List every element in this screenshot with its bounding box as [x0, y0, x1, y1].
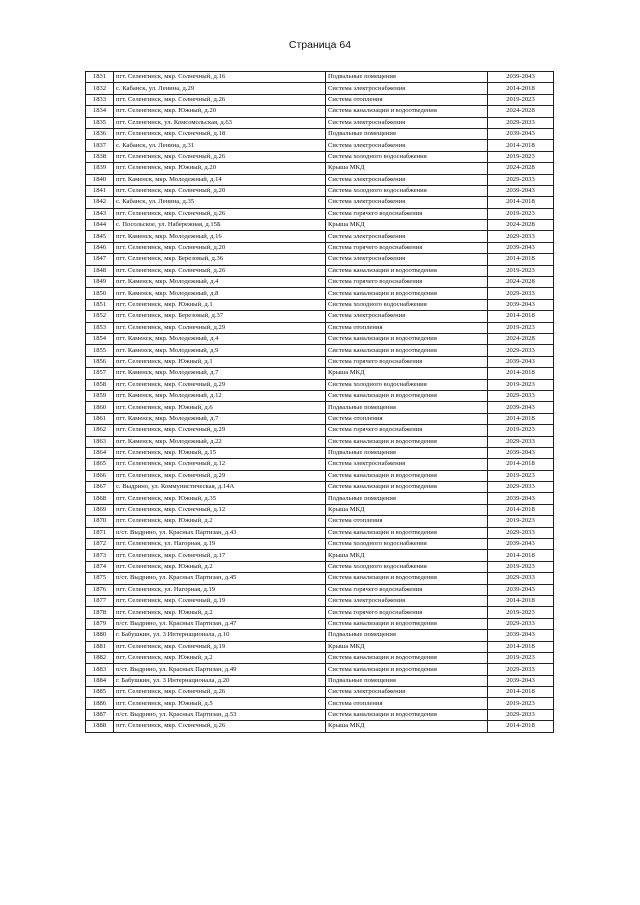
- period-cell: 2014-2018: [488, 459, 554, 470]
- address-cell: п/ст. Выдрино, ул. Красных Партизан, д.45: [114, 573, 326, 584]
- table-row: [86, 94, 554, 105]
- work-type-cell: Система канализации и водоотведения: [326, 482, 488, 493]
- work-type-cell: Крыша МКД: [326, 550, 488, 561]
- table-row: [86, 641, 554, 652]
- row-number: 1865: [86, 459, 114, 470]
- period-cell: 2014-2018: [488, 254, 554, 265]
- work-type-cell: Система горячего водоснабжения: [326, 242, 488, 253]
- period-cell: 2024-2028: [488, 333, 554, 344]
- row-number: 1849: [86, 277, 114, 288]
- row-number: 1884: [86, 675, 114, 686]
- page-number-header: Страница 64: [288, 39, 352, 51]
- address-cell: пгт. Селенгинск, мкр. Южный, д.1: [114, 356, 326, 367]
- row-number: 1835: [86, 117, 114, 128]
- table-row: [86, 721, 554, 732]
- table-row: [86, 709, 554, 720]
- row-number: 1854: [86, 333, 114, 344]
- table-row: [86, 277, 554, 288]
- period-cell: 2039-2043: [488, 675, 554, 686]
- work-type-cell: Система электроснабжения: [326, 140, 488, 151]
- table-row: [86, 402, 554, 413]
- period-cell: 2024-2028: [488, 163, 554, 174]
- table-row: [86, 106, 554, 117]
- period-cell: 2039-2043: [488, 584, 554, 595]
- work-type-cell: Подвальные помещения: [326, 675, 488, 686]
- address-cell: пгт. Каменск, мкр. Молодежный, д.7: [114, 368, 326, 379]
- work-type-cell: Система горячего водоснабжения: [326, 277, 488, 288]
- address-cell: пгт. Селенгинск, мкр. Березовый, д.37: [114, 311, 326, 322]
- row-number: 1877: [86, 595, 114, 606]
- row-number: 1861: [86, 413, 114, 424]
- table-row: [86, 447, 554, 458]
- work-type-cell: Крыша МКД: [326, 721, 488, 732]
- address-cell: пгт. Селенгинск, мкр. Солнечный, д.26: [114, 721, 326, 732]
- table-row: [86, 516, 554, 527]
- period-cell: 2019-2023: [488, 561, 554, 572]
- address-cell: пгт. Селенгинск, мкр. Южный, д.5: [114, 698, 326, 709]
- period-cell: 2014-2018: [488, 368, 554, 379]
- period-cell: 2014-2018: [488, 721, 554, 732]
- period-cell: 2039-2043: [488, 242, 554, 253]
- address-cell: пгт. Каменск, мкр. Молодежный, д.4: [114, 333, 326, 344]
- work-type-cell: Подвальные помещения: [326, 72, 488, 83]
- period-cell: 2039-2043: [488, 539, 554, 550]
- period-cell: 2029-2033: [488, 288, 554, 299]
- row-number: 1863: [86, 436, 114, 447]
- address-cell: пгт. Селенгинск, мкр. Солнечный, д.26: [114, 151, 326, 162]
- table-row: [86, 368, 554, 379]
- table-row: [86, 675, 554, 686]
- address-cell: пгт. Селенгинск, ул. Нагорная, д.19: [114, 584, 326, 595]
- address-cell: г. Бабушкин, ул. 3 Интернационала, д.20: [114, 675, 326, 686]
- table-row: [86, 425, 554, 436]
- table-row: [86, 573, 554, 584]
- address-cell: пгт. Селенгинск, мкр. Солнечный, д.16: [114, 72, 326, 83]
- period-cell: 2029-2033: [488, 664, 554, 675]
- table-row: [86, 687, 554, 698]
- row-number: 1888: [86, 721, 114, 732]
- work-type-cell: Система электроснабжения: [326, 231, 488, 242]
- period-cell: 2019-2023: [488, 94, 554, 105]
- table-row: [86, 561, 554, 572]
- period-cell: 2014-2018: [488, 641, 554, 652]
- work-type-cell: Система канализации и водоотведения: [326, 106, 488, 117]
- table-row: [86, 607, 554, 618]
- address-cell: пгт. Селенгинск, мкр. Солнечный, д.12: [114, 459, 326, 470]
- address-cell: пгт. Каменск, мкр. Молодежный, д.4: [114, 277, 326, 288]
- period-cell: 2014-2018: [488, 140, 554, 151]
- work-type-cell: Крыша МКД: [326, 163, 488, 174]
- row-number: 1866: [86, 470, 114, 481]
- row-number: 1875: [86, 573, 114, 584]
- work-type-cell: Система холодного водоснабжения: [326, 185, 488, 196]
- row-number: 1846: [86, 242, 114, 253]
- address-cell: с. Кабанск, ул. Ленина, д.29: [114, 83, 326, 94]
- row-number: 1864: [86, 447, 114, 458]
- period-cell: 2029-2033: [488, 390, 554, 401]
- row-number: 1858: [86, 379, 114, 390]
- address-cell: п/ст. Выдрино, ул. Красных Партизан, д.53: [114, 709, 326, 720]
- table-row: [86, 459, 554, 470]
- work-type-cell: Система канализации и водоотведения: [326, 527, 488, 538]
- table-row: [86, 618, 554, 629]
- row-number: 1832: [86, 83, 114, 94]
- work-type-cell: Система холодного водоснабжения: [326, 299, 488, 310]
- period-cell: 2029-2033: [488, 231, 554, 242]
- period-cell: 2029-2033: [488, 573, 554, 584]
- address-cell: пгт. Селенгинск, мкр. Солнечный, д.29: [114, 379, 326, 390]
- address-cell: пгт. Каменск, мкр. Молодежный, д.14: [114, 174, 326, 185]
- row-number: 1886: [86, 698, 114, 709]
- work-type-cell: Система электроснабжения: [326, 311, 488, 322]
- period-cell: 2014-2018: [488, 311, 554, 322]
- period-cell: 2019-2023: [488, 652, 554, 663]
- address-cell: с. Кабанск, ул. Ленина, д.31: [114, 140, 326, 151]
- address-cell: п/ст. Выдрино, ул. Красных Партизан, д.43: [114, 527, 326, 538]
- row-number: 1869: [86, 504, 114, 515]
- period-cell: 2039-2043: [488, 402, 554, 413]
- work-type-cell: Система канализации и водоотведения: [326, 390, 488, 401]
- period-cell: 2024-2028: [488, 220, 554, 231]
- table-row: [86, 527, 554, 538]
- row-number: 1859: [86, 390, 114, 401]
- row-number: 1885: [86, 687, 114, 698]
- period-cell: 2019-2023: [488, 470, 554, 481]
- row-number: 1872: [86, 539, 114, 550]
- row-number: 1838: [86, 151, 114, 162]
- table-row: [86, 356, 554, 367]
- period-cell: 2029-2033: [488, 117, 554, 128]
- address-cell: пгт. Селенгинск, мкр. Солнечный, д.18: [114, 128, 326, 139]
- table-row: [86, 413, 554, 424]
- period-cell: 2039-2043: [488, 630, 554, 641]
- period-cell: 2039-2043: [488, 299, 554, 310]
- work-type-cell: Система электроснабжения: [326, 459, 488, 470]
- address-cell: пгт. Селенгинск, мкр. Солнечный, д.29: [114, 425, 326, 436]
- address-cell: пгт. Селенгинск, мкр. Солнечный, д.20: [114, 185, 326, 196]
- table-row: [86, 288, 554, 299]
- table-row: [86, 185, 554, 196]
- period-cell: 2039-2043: [488, 356, 554, 367]
- row-number: 1862: [86, 425, 114, 436]
- row-number: 1831: [86, 72, 114, 83]
- address-cell: с. Кабанск, ул. Ленина, д.35: [114, 197, 326, 208]
- work-type-cell: Система холодного водоснабжения: [326, 151, 488, 162]
- table-row: [86, 151, 554, 162]
- work-type-cell: Система электроснабжения: [326, 83, 488, 94]
- work-type-cell: Подвальные помещения: [326, 493, 488, 504]
- row-number: 1883: [86, 664, 114, 675]
- address-cell: пгт. Каменск, мкр. Молодежный, д.9: [114, 345, 326, 356]
- work-type-cell: Система электроснабжения: [326, 174, 488, 185]
- table-row: [86, 504, 554, 515]
- address-cell: п/ст. Выдрино, ул. Красных Партизан, д.47: [114, 618, 326, 629]
- work-type-cell: Подвальные помещения: [326, 630, 488, 641]
- row-number: 1842: [86, 197, 114, 208]
- address-cell: пгт. Селенгинск, мкр. Южный, д.2: [114, 607, 326, 618]
- work-type-cell: Крыша МКД: [326, 368, 488, 379]
- period-cell: 2019-2023: [488, 425, 554, 436]
- address-cell: пгт. Селенгинск, мкр. Солнечный, д.26: [114, 265, 326, 276]
- work-type-cell: Система электроснабжения: [326, 254, 488, 265]
- work-type-cell: Система канализации и водоотведения: [326, 345, 488, 356]
- row-number: 1841: [86, 185, 114, 196]
- row-number: 1881: [86, 641, 114, 652]
- row-number: 1871: [86, 527, 114, 538]
- table-row: [86, 231, 554, 242]
- table-row: [86, 163, 554, 174]
- work-type-cell: Система отопления: [326, 322, 488, 333]
- buildings-repair-table: [85, 71, 554, 733]
- row-number: 1857: [86, 368, 114, 379]
- work-type-cell: Система электроснабжения: [326, 687, 488, 698]
- address-cell: п/ст. Выдрино, ул. Красных Партизан, д.49: [114, 664, 326, 675]
- address-cell: пгт. Селенгинск, мкр. Солнечный, д.12: [114, 504, 326, 515]
- period-cell: 2039-2043: [488, 128, 554, 139]
- row-number: 1845: [86, 231, 114, 242]
- table-row: [86, 128, 554, 139]
- table-row: [86, 436, 554, 447]
- row-number: 1844: [86, 220, 114, 231]
- table-row: [86, 390, 554, 401]
- table-row: [86, 698, 554, 709]
- period-cell: 2039-2043: [488, 447, 554, 458]
- period-cell: 2024-2028: [488, 277, 554, 288]
- address-cell: пгт. Селенгинск, ул. Нагорная, д.19: [114, 539, 326, 550]
- period-cell: 2019-2023: [488, 265, 554, 276]
- row-number: 1853: [86, 322, 114, 333]
- period-cell: 2029-2033: [488, 527, 554, 538]
- row-number: 1867: [86, 482, 114, 493]
- work-type-cell: Крыша МКД: [326, 641, 488, 652]
- address-cell: пгт. Селенгинск, мкр. Солнечный, д.19: [114, 595, 326, 606]
- work-type-cell: Система канализации и водоотведения: [326, 333, 488, 344]
- table-row: [86, 493, 554, 504]
- address-cell: пгт. Селенгинск, мкр. Солнечный, д.29: [114, 322, 326, 333]
- row-number: 1880: [86, 630, 114, 641]
- work-type-cell: Система горячего водоснабжения: [326, 607, 488, 618]
- work-type-cell: Система отопления: [326, 698, 488, 709]
- address-cell: пгт. Селенгинск, мкр. Южный, д.2: [114, 652, 326, 663]
- address-cell: пгт. Селенгинск, мкр. Березовый, д.36: [114, 254, 326, 265]
- row-number: 1876: [86, 584, 114, 595]
- address-cell: пгт. Каменск, мкр. Молодежный, д.8: [114, 288, 326, 299]
- period-cell: 2029-2033: [488, 709, 554, 720]
- address-cell: пгт. Селенгинск, мкр. Солнечный, д.26: [114, 94, 326, 105]
- row-number: 1843: [86, 208, 114, 219]
- period-cell: 2039-2043: [488, 72, 554, 83]
- row-number: 1834: [86, 106, 114, 117]
- work-type-cell: Система электроснабжения: [326, 595, 488, 606]
- row-number: 1852: [86, 311, 114, 322]
- row-number: 1878: [86, 607, 114, 618]
- table-row: [86, 72, 554, 83]
- work-type-cell: Система холодного водоснабжения: [326, 561, 488, 572]
- table-row: [86, 299, 554, 310]
- work-type-cell: Система канализации и водоотведения: [326, 470, 488, 481]
- address-cell: пгт. Селенгинск, мкр. Южный, д.20: [114, 106, 326, 117]
- period-cell: 2019-2023: [488, 698, 554, 709]
- address-cell: пгт. Селенгинск, ул. Комсомольская, д.63: [114, 117, 326, 128]
- work-type-cell: Система канализации и водоотведения: [326, 709, 488, 720]
- work-type-cell: Система канализации и водоотведения: [326, 618, 488, 629]
- period-cell: 2019-2023: [488, 607, 554, 618]
- work-type-cell: Система отопления: [326, 94, 488, 105]
- address-cell: с. Выдрино, ул. Коммунистическая, д.14А: [114, 482, 326, 493]
- period-cell: 2039-2043: [488, 185, 554, 196]
- table-row: [86, 117, 554, 128]
- period-cell: 2029-2033: [488, 618, 554, 629]
- row-number: 1874: [86, 561, 114, 572]
- period-cell: 2039-2043: [488, 493, 554, 504]
- period-cell: 2019-2023: [488, 322, 554, 333]
- row-number: 1887: [86, 709, 114, 720]
- period-cell: 2029-2033: [488, 345, 554, 356]
- row-number: 1868: [86, 493, 114, 504]
- row-number: 1839: [86, 163, 114, 174]
- work-type-cell: Система отопления: [326, 413, 488, 424]
- period-cell: 2014-2018: [488, 595, 554, 606]
- address-cell: пгт. Селенгинск, мкр. Южный, д.6: [114, 402, 326, 413]
- row-number: 1848: [86, 265, 114, 276]
- period-cell: 2029-2033: [488, 482, 554, 493]
- period-cell: 2014-2018: [488, 550, 554, 561]
- table-row: [86, 140, 554, 151]
- work-type-cell: Подвальные помещения: [326, 128, 488, 139]
- table-row: [86, 652, 554, 663]
- work-type-cell: Система канализации и водоотведения: [326, 288, 488, 299]
- work-type-cell: Система горячего водоснабжения: [326, 584, 488, 595]
- address-cell: пгт. Каменск, мкр. Молодежный, д.22: [114, 436, 326, 447]
- address-cell: пгт. Селенгинск, мкр. Южный, д.15: [114, 447, 326, 458]
- period-cell: 2029-2033: [488, 174, 554, 185]
- work-type-cell: Система электроснабжения: [326, 197, 488, 208]
- period-cell: 2019-2023: [488, 379, 554, 390]
- row-number: 1856: [86, 356, 114, 367]
- work-type-cell: Подвальные помещения: [326, 447, 488, 458]
- table-row: [86, 664, 554, 675]
- work-type-cell: Система холодного водоснабжения: [326, 379, 488, 390]
- table-row: [86, 174, 554, 185]
- address-cell: пгт. Селенгинск, мкр. Солнечный, д.20: [114, 242, 326, 253]
- address-cell: пгт. Селенгинск, мкр. Южный, д.1: [114, 299, 326, 310]
- period-cell: 2024-2028: [488, 106, 554, 117]
- table-row: [86, 242, 554, 253]
- table-row: [86, 584, 554, 595]
- table-row: [86, 254, 554, 265]
- work-type-cell: Крыша МКД: [326, 220, 488, 231]
- row-number: 1855: [86, 345, 114, 356]
- period-cell: 2019-2023: [488, 516, 554, 527]
- table-row: [86, 379, 554, 390]
- table-row: [86, 550, 554, 561]
- table-row: [86, 220, 554, 231]
- work-type-cell: Подвальные помещения: [326, 402, 488, 413]
- table-row: [86, 630, 554, 641]
- row-number: 1870: [86, 516, 114, 527]
- address-cell: пгт. Селенгинск, мкр. Солнечный, д.26: [114, 687, 326, 698]
- work-type-cell: Система отопления: [326, 516, 488, 527]
- table-body: [86, 72, 554, 733]
- period-cell: 2014-2018: [488, 413, 554, 424]
- address-cell: пгт. Селенгинск, мкр. Солнечный, д.19: [114, 641, 326, 652]
- period-cell: 2014-2018: [488, 197, 554, 208]
- row-number: 1833: [86, 94, 114, 105]
- work-type-cell: Система электроснабжения: [326, 117, 488, 128]
- period-cell: 2014-2018: [488, 504, 554, 515]
- row-number: 1882: [86, 652, 114, 663]
- row-number: 1860: [86, 402, 114, 413]
- row-number: 1837: [86, 140, 114, 151]
- table-row: [86, 265, 554, 276]
- address-cell: пгт. Селенгинск, мкр. Солнечный, д.26: [114, 208, 326, 219]
- row-number: 1836: [86, 128, 114, 139]
- row-number: 1850: [86, 288, 114, 299]
- period-cell: 2019-2023: [488, 208, 554, 219]
- work-type-cell: Система холодного водоснабжения: [326, 539, 488, 550]
- period-cell: 2019-2023: [488, 151, 554, 162]
- period-cell: 2029-2033: [488, 436, 554, 447]
- address-cell: пгт. Селенгинск, мкр. Южный, д.2: [114, 561, 326, 572]
- work-type-cell: Система горячего водоснабжения: [326, 425, 488, 436]
- address-cell: пгт. Селенгинск, мкр. Южный, д.35: [114, 493, 326, 504]
- address-cell: пгт. Селенгинск, мкр. Южный, д.2: [114, 516, 326, 527]
- address-cell: пгт. Каменск, мкр. Молодежный, д.7: [114, 413, 326, 424]
- work-type-cell: Система канализации и водоотведения: [326, 573, 488, 584]
- work-type-cell: Система канализации и водоотведения: [326, 265, 488, 276]
- work-type-cell: Система канализации и водоотведения: [326, 652, 488, 663]
- table-row: [86, 595, 554, 606]
- table-row: [86, 322, 554, 333]
- row-number: 1847: [86, 254, 114, 265]
- table-row: [86, 197, 554, 208]
- table-row: [86, 470, 554, 481]
- table-row: [86, 83, 554, 94]
- table-row: [86, 539, 554, 550]
- address-cell: с. Посольское, ул. Набережная, д.15Б: [114, 220, 326, 231]
- row-number: 1873: [86, 550, 114, 561]
- work-type-cell: Крыша МКД: [326, 504, 488, 515]
- address-cell: пгт. Селенгинск, мкр. Южный, д.20: [114, 163, 326, 174]
- period-cell: 2014-2018: [488, 687, 554, 698]
- work-type-cell: Система горячего водоснабжения: [326, 356, 488, 367]
- table-row: [86, 345, 554, 356]
- table-row: [86, 333, 554, 344]
- row-number: 1851: [86, 299, 114, 310]
- address-cell: пгт. Каменск, мкр. Молодежный, д.12: [114, 390, 326, 401]
- address-cell: г. Бабушкин, ул. 3 Интернационала, д.10: [114, 630, 326, 641]
- table-row: [86, 311, 554, 322]
- table-row: [86, 482, 554, 493]
- row-number: 1879: [86, 618, 114, 629]
- address-cell: пгт. Селенгинск, мкр. Солнечный, д.29: [114, 470, 326, 481]
- period-cell: 2014-2018: [488, 83, 554, 94]
- table-row: [86, 208, 554, 219]
- work-type-cell: Система канализации и водоотведения: [326, 664, 488, 675]
- work-type-cell: Система канализации и водоотведения: [326, 436, 488, 447]
- address-cell: пгт. Селенгинск, мкр. Солнечный, д.17: [114, 550, 326, 561]
- row-number: 1840: [86, 174, 114, 185]
- work-type-cell: Система горячего водоснабжения: [326, 208, 488, 219]
- address-cell: пгт. Каменск, мкр. Молодежный, д.16: [114, 231, 326, 242]
